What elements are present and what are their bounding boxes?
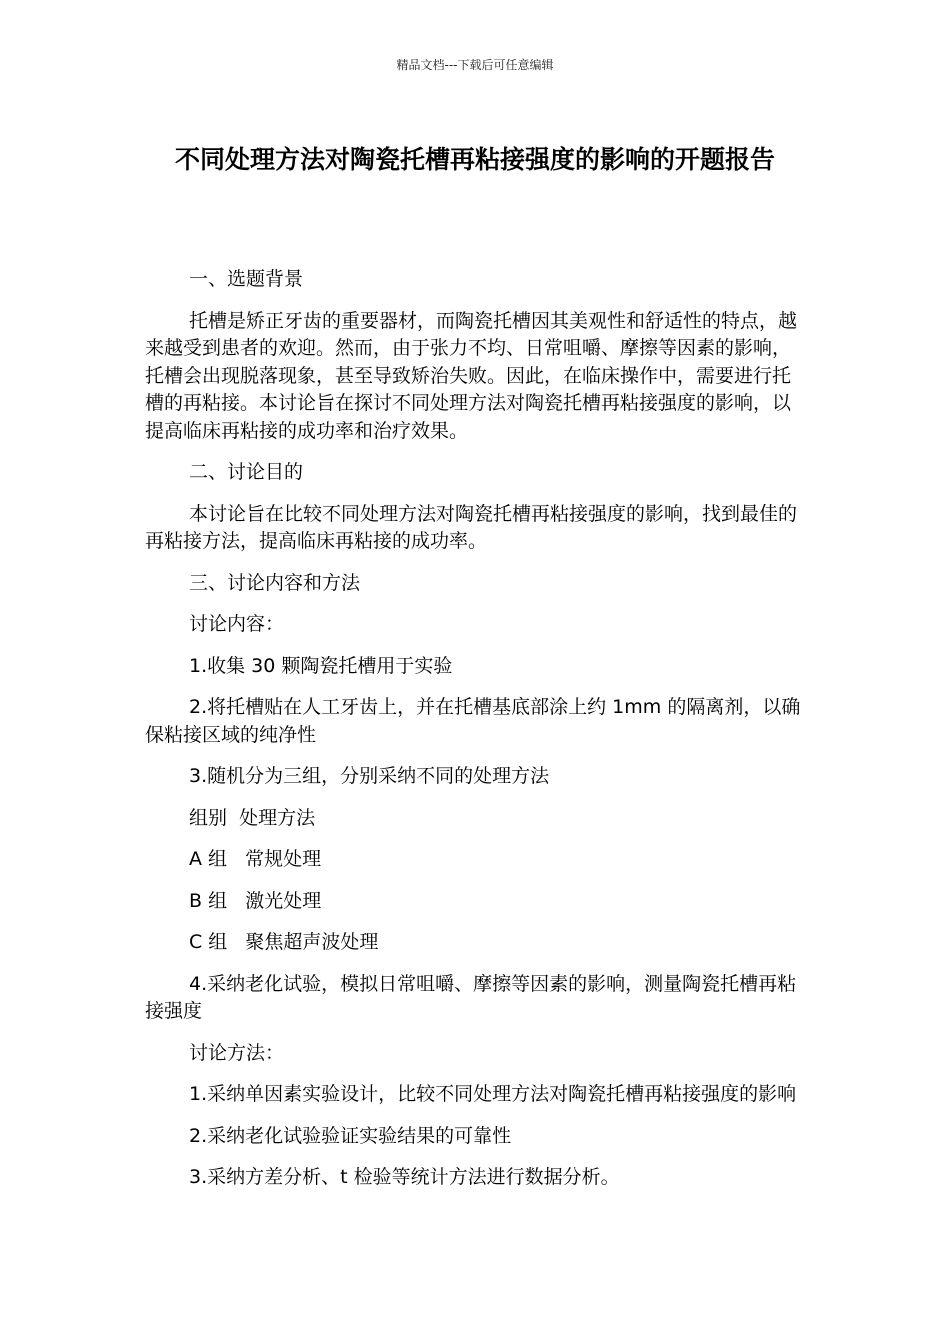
group-table-header: 组别 处理方法 <box>189 806 316 829</box>
paragraph-purpose: 本讨论旨在比较不同处理方法对陶瓷托槽再粘接强度的影响，找到最佳的再粘接方法，提高临床再粘接的成功率。 <box>145 502 798 552</box>
document-title: 不同处理方法对陶瓷托槽再粘接强度的影响的开题报告 <box>174 145 775 174</box>
document-body <box>145 266 805 1206</box>
group-row: C 组 聚焦超声波处理 <box>189 931 379 953</box>
group-row: B 组 激光处理 <box>189 889 322 912</box>
list-item: 2.采纳老化试验验证实验结果的可靠性 <box>189 1124 512 1147</box>
subheading-method: 讨论方法： <box>189 1041 285 1064</box>
page-header: 精品文档---下载后可任意编辑 <box>396 58 554 72</box>
list-item: 3.随机分为三组，分别采纳不同的处理方法 <box>189 765 550 787</box>
list-item: 1.采纳单因素实验设计，比较不同处理方法对陶瓷托槽再粘接强度的影响 <box>189 1083 797 1105</box>
section-heading-content-method: 三、讨论内容和方法 <box>189 571 361 594</box>
section-heading-background: 一、选题背景 <box>189 268 304 290</box>
paragraph-background: 托槽是矫正牙齿的重要器材，而陶瓷托槽因其美观性和舒适性的特点，越来越受到患者的欢迎。然而，由于张力不均、日常咀嚼、摩擦等因素的影响，托槽会出现脱落现象，甚至导致矫治失败。因此，在临床操作中，需要进行托槽的再粘接。本讨论旨在探讨不同处理方法对陶瓷托槽再粘接强度的影响，以提高临床再粘接的成功率和治疗效果。 <box>145 309 798 442</box>
list-item: 1.收集 30 颗陶瓷托槽用于实验 <box>189 654 453 677</box>
subheading-content: 讨论内容： <box>189 613 285 635</box>
group-row: A 组 常规处理 <box>189 848 322 870</box>
list-item: 2.将托槽贴在人工牙齿上，并在托槽基底部涂上约 1mm 的隔离剂，以确保粘接区域的纯净性 <box>145 696 801 746</box>
list-item: 4.采纳老化试验，模拟日常咀嚼、摩擦等因素的影响，测量陶瓷托槽再粘接强度 <box>145 972 797 1022</box>
section-heading-purpose: 二、讨论目的 <box>189 461 304 483</box>
list-item: 3.采纳方差分析、t 检验等统计方法进行数据分析。 <box>189 1166 620 1188</box>
